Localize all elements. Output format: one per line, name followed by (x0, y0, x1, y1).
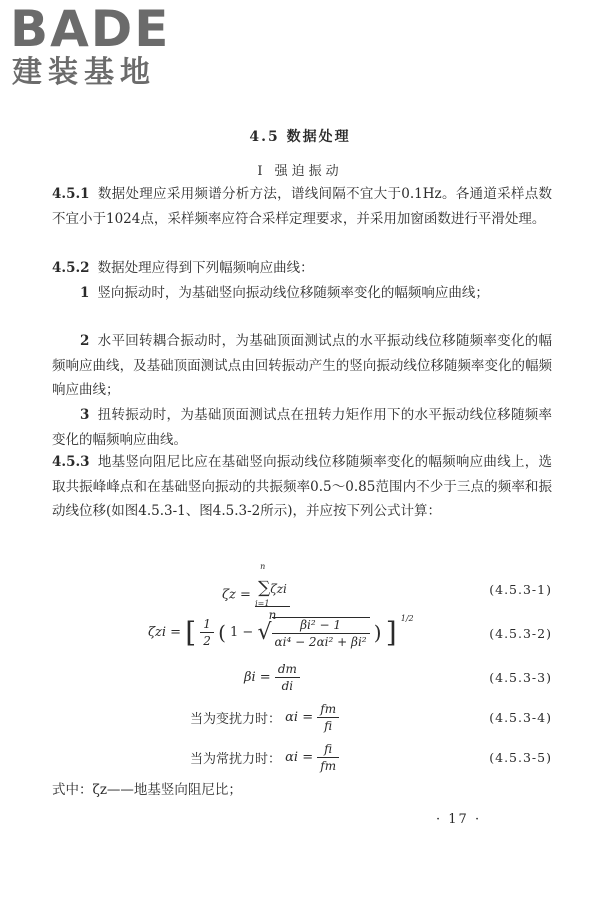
sum-upper-limit: n (260, 562, 266, 571)
formula-lhs: ζz = (222, 587, 251, 603)
clause-text: 地基竖向阻尼比应在基础竖向振动线位移随频率变化的幅频响应曲线上，选取共振峰峰点和在基础竖向振动的共振频率0.5～0.85范围内不少于三点的频率和振动线位移(如图4.5.3-1、图4.5.3-2所示)，并应按下列公式计算： (52, 454, 552, 519)
equation-number: (4.5.3-5) (489, 750, 552, 765)
equation-number: (4.5.3-4) (489, 710, 552, 725)
fraction-denominator: di (281, 679, 294, 693)
formula-4-5-3-5 (52, 740, 552, 780)
formula-body (190, 702, 339, 733)
logo-wordmark: BADE (10, 0, 171, 58)
clause-number: 4.5.2 (52, 260, 90, 276)
half-numerator: 1 (200, 617, 214, 633)
list-item-3 (52, 403, 552, 452)
sqrt-denominator: αi⁴ − 2αi² + βi² (274, 634, 367, 649)
formula-lhs: ζzi = (148, 625, 182, 640)
clause-text: 数据处理应得到下列幅频响应曲线： (97, 260, 314, 276)
list-item-1 (52, 281, 552, 306)
equation-number: (4.5.3-3) (489, 670, 552, 685)
bade-logo (10, 0, 180, 94)
section-title: 4.5 数据处理 (249, 129, 351, 145)
clause-4-5-1 (52, 182, 552, 231)
equation-number: (4.5.3-1) (489, 582, 552, 597)
left-bracket: [ (185, 616, 197, 649)
formula-4-5-3-3 (52, 660, 552, 700)
formula-4-5-3-4 (52, 700, 552, 740)
exponent: 1/2 (400, 614, 414, 623)
item-number: 3 (80, 407, 90, 423)
formula-body (148, 616, 414, 649)
formula-4-5-3-2 (52, 614, 552, 658)
formula-condition: 当为常扰力时： (190, 752, 282, 767)
formula-fraction (317, 742, 339, 773)
half-fraction (200, 617, 214, 648)
right-paren: ) (373, 620, 382, 645)
list-item-2 (52, 329, 552, 403)
formula-body (244, 662, 300, 693)
clause-text: 数据处理应采用频谱分析方法，谱线间隔不宜大于0.1Hz。各通道采样点数不宜小于1024点，采样频率应符合采样定理要求，并采用加窗函数进行平滑处理。 (52, 186, 552, 227)
logo-subtitle: 建装基地 (12, 55, 156, 90)
fraction-numerator: fi (317, 742, 339, 758)
fraction-numerator (255, 562, 290, 608)
subsection-title: Ⅰ 强迫振动 (257, 164, 343, 179)
sqrt-symbol: √ (257, 620, 272, 645)
formula-fraction (317, 702, 339, 733)
sqrt-numerator: βi² − 1 (272, 618, 370, 634)
left-paren: ( (218, 620, 226, 645)
item-text: 竖向振动时，为基础竖向振动线位移随频率变化的幅频响应曲线； (97, 285, 489, 301)
clause-number: 4.5.3 (52, 454, 90, 470)
fraction-denominator: n (268, 608, 277, 622)
formula-fraction (275, 662, 300, 693)
item-number: 1 (80, 285, 90, 301)
one-minus: 1 − (230, 625, 254, 640)
formula-lhs: βi = (244, 670, 271, 685)
sum-term: ζzi (270, 582, 287, 596)
item-text: 水平回转耦合振动时，为基础顶面测试点的水平振动线位移随频率变化的幅频响应曲线，及基础顶面测试点由回转振动产生的竖向振动线位移随频率变化的幅频响应曲线； (52, 333, 552, 398)
item-number: 2 (80, 333, 90, 349)
formula-body (190, 742, 339, 773)
fraction-denominator: fm (320, 759, 337, 773)
equation-number: (4.5.3-2) (489, 626, 552, 641)
symbol-definition: 式中：ζz——地基竖向阻尼比； (52, 782, 242, 798)
clause-4-5-3 (52, 450, 552, 524)
clause-4-5-2 (52, 256, 552, 281)
sum-symbol: ∑ (258, 578, 271, 598)
clause-number: 4.5.1 (52, 186, 90, 202)
formula-condition: 当为变扰力时： (190, 712, 282, 727)
formula-lhs: αi = (285, 750, 314, 765)
half-denominator: 2 (203, 634, 211, 648)
fraction-numerator: dm (275, 662, 300, 678)
formula-lhs: αi = (285, 710, 314, 725)
fraction-numerator: fm (317, 702, 339, 718)
page-number: · 17 · (436, 812, 482, 827)
sqrt-fraction (272, 617, 370, 649)
sum-lower-limit: i=1 (255, 599, 270, 608)
fraction-denominator: fi (324, 719, 333, 733)
item-text: 扭转振动时，为基础顶面测试点在扭转力矩作用下的水平振动线位移随频率变化的幅频响应曲线。 (52, 407, 552, 448)
right-bracket: ] (385, 616, 397, 649)
